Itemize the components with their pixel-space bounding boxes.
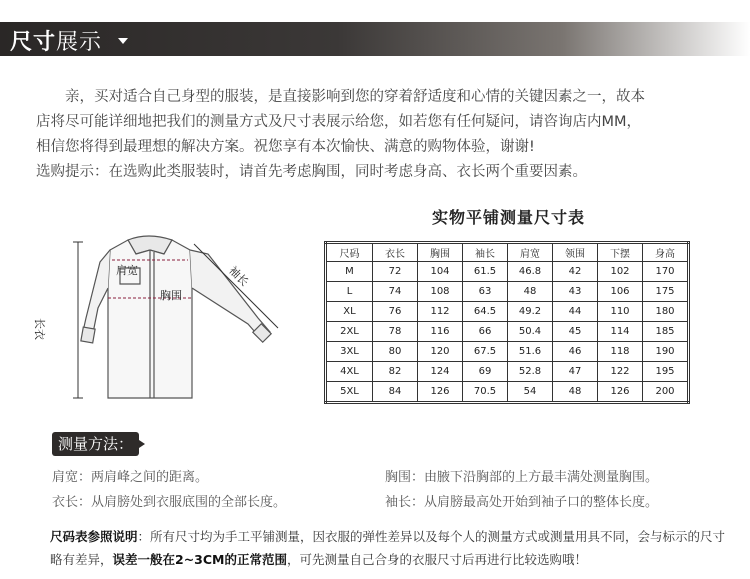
table-cell: 170 (643, 262, 689, 282)
table-cell: 50.4 (508, 322, 553, 342)
table-cell: 126 (418, 382, 463, 403)
def-chest: 胸围：由腋下沿胸部的上方最丰满处测量胸围。 (385, 470, 659, 485)
table-cell: 43 (553, 282, 598, 302)
table-cell: 47 (553, 362, 598, 382)
table-cell: 126 (598, 382, 643, 403)
table-cell: 82 (373, 362, 418, 382)
label-length: 长衣 (33, 318, 46, 340)
table-cell: 180 (643, 302, 689, 322)
table-header-cell: 袖长 (463, 243, 508, 262)
size-table-title: 实物平铺测量尺寸表 (432, 208, 586, 227)
note-part-1: ：所有尺寸均为手工平铺测量，因衣服的弹性差异以及每个人的测量方式或测量用具不同，会与标示 (137, 529, 688, 544)
table-row (326, 302, 689, 322)
def-shoulder: 肩宽：两肩峰之间的距离。 (52, 470, 209, 485)
table-cell: 190 (643, 342, 689, 362)
shirt-diagram (40, 228, 310, 418)
table-cell: 112 (418, 302, 463, 322)
table-cell: XL (326, 302, 373, 322)
table-header-row (326, 243, 689, 262)
table-cell: 124 (418, 362, 463, 382)
section-title-rest: 展示 (56, 30, 103, 55)
table-cell: 200 (643, 382, 689, 403)
table-cell: 48 (508, 282, 553, 302)
table-row (326, 362, 689, 382)
caret-down-icon (118, 38, 128, 44)
table-cell: 42 (553, 262, 598, 282)
table-cell: 44 (553, 302, 598, 322)
table-row (326, 282, 689, 302)
table-cell: 175 (643, 282, 689, 302)
table-cell: 110 (598, 302, 643, 322)
intro-line-2: 店将尽可能详细地把我们的测量方式及尺寸表展示给您，如若您有任何疑问，请咨询店内MM， (36, 114, 642, 130)
table-cell: 5XL (326, 382, 373, 403)
table-cell: 66 (463, 322, 508, 342)
table-cell: 84 (373, 382, 418, 403)
intro-line-1: 亲，买对适合自己身型的服装，是直接影响到您的穿着舒适度和心情的关键因素之一，故本 (65, 89, 645, 105)
section-header-bar (0, 22, 750, 56)
table-cell: 48 (553, 382, 598, 403)
table-row (326, 262, 689, 282)
table-header-cell: 尺码 (326, 243, 373, 262)
table-cell: 120 (418, 342, 463, 362)
def-length: 衣长：从肩膀处到衣服底围的全部长度。 (52, 495, 287, 510)
table-cell: 51.6 (508, 342, 553, 362)
table-cell: 69 (463, 362, 508, 382)
label-shoulder: 肩宽 (116, 264, 138, 277)
note-bold: 误差一般在2~3CM的正常范围 (112, 552, 287, 567)
table-header-cell: 胸围 (418, 243, 463, 262)
table-cell: 3XL (326, 342, 373, 362)
table-cell: 61.5 (463, 262, 508, 282)
table-header-cell: 下摆 (598, 243, 643, 262)
size-note (50, 525, 730, 571)
table-cell: 76 (373, 302, 418, 322)
purchase-tip: 选购提示：在选购此类服装时，请首先考虑胸围，同时考虑身高、衣长两个重要因素。 (36, 164, 587, 180)
section-title (10, 25, 102, 56)
table-cell: 46 (553, 342, 598, 362)
table-cell: 78 (373, 322, 418, 342)
table-header-cell: 领围 (553, 243, 598, 262)
table-header-cell: 衣长 (373, 243, 418, 262)
size-table (324, 241, 690, 404)
table-cell: 67.5 (463, 342, 508, 362)
table-cell: 2XL (326, 322, 373, 342)
table-cell: M (326, 262, 373, 282)
table-row (326, 342, 689, 362)
intro-text (36, 85, 726, 160)
table-cell: 4XL (326, 362, 373, 382)
table-cell: L (326, 282, 373, 302)
table-row (326, 322, 689, 342)
table-row (326, 382, 689, 403)
table-cell: 52.8 (508, 362, 553, 382)
table-cell: 195 (643, 362, 689, 382)
table-cell: 64.5 (463, 302, 508, 322)
note-part-3: ，可先测量自己合身的衣服尺寸后再进行比较选购哦！ (287, 552, 588, 567)
label-sleeve: 袖长 (226, 263, 252, 289)
intro-line-3: 相信您将得到最理想的解决方案。祝您享有本次愉快、满意的购物体验，谢谢! (36, 139, 535, 155)
table-cell: 122 (598, 362, 643, 382)
section-title-bold: 尺寸 (10, 30, 57, 55)
table-cell: 80 (373, 342, 418, 362)
table-cell: 185 (643, 322, 689, 342)
measure-method-title: 测量方法： (52, 432, 139, 456)
table-header-cell: 肩宽 (508, 243, 553, 262)
note-part-2: 的尺寸略有差异， (50, 529, 726, 567)
table-cell: 49.2 (508, 302, 553, 322)
table-cell: 102 (598, 262, 643, 282)
table-cell: 106 (598, 282, 643, 302)
table-cell: 114 (598, 322, 643, 342)
table-cell: 118 (598, 342, 643, 362)
table-cell: 63 (463, 282, 508, 302)
table-cell: 74 (373, 282, 418, 302)
table-cell: 116 (418, 322, 463, 342)
table-cell: 108 (418, 282, 463, 302)
def-sleeve: 袖长：从肩膀最高处开始到袖子口的整体长度。 (385, 495, 659, 510)
table-cell: 72 (373, 262, 418, 282)
table-cell: 104 (418, 262, 463, 282)
table-cell: 46.8 (508, 262, 553, 282)
table-cell: 70.5 (463, 382, 508, 403)
table-header-cell: 身高 (643, 243, 689, 262)
table-cell: 45 (553, 322, 598, 342)
note-label: 尺码表参照说明 (50, 529, 138, 544)
label-chest: 胸围 (160, 289, 182, 302)
table-cell: 54 (508, 382, 553, 403)
